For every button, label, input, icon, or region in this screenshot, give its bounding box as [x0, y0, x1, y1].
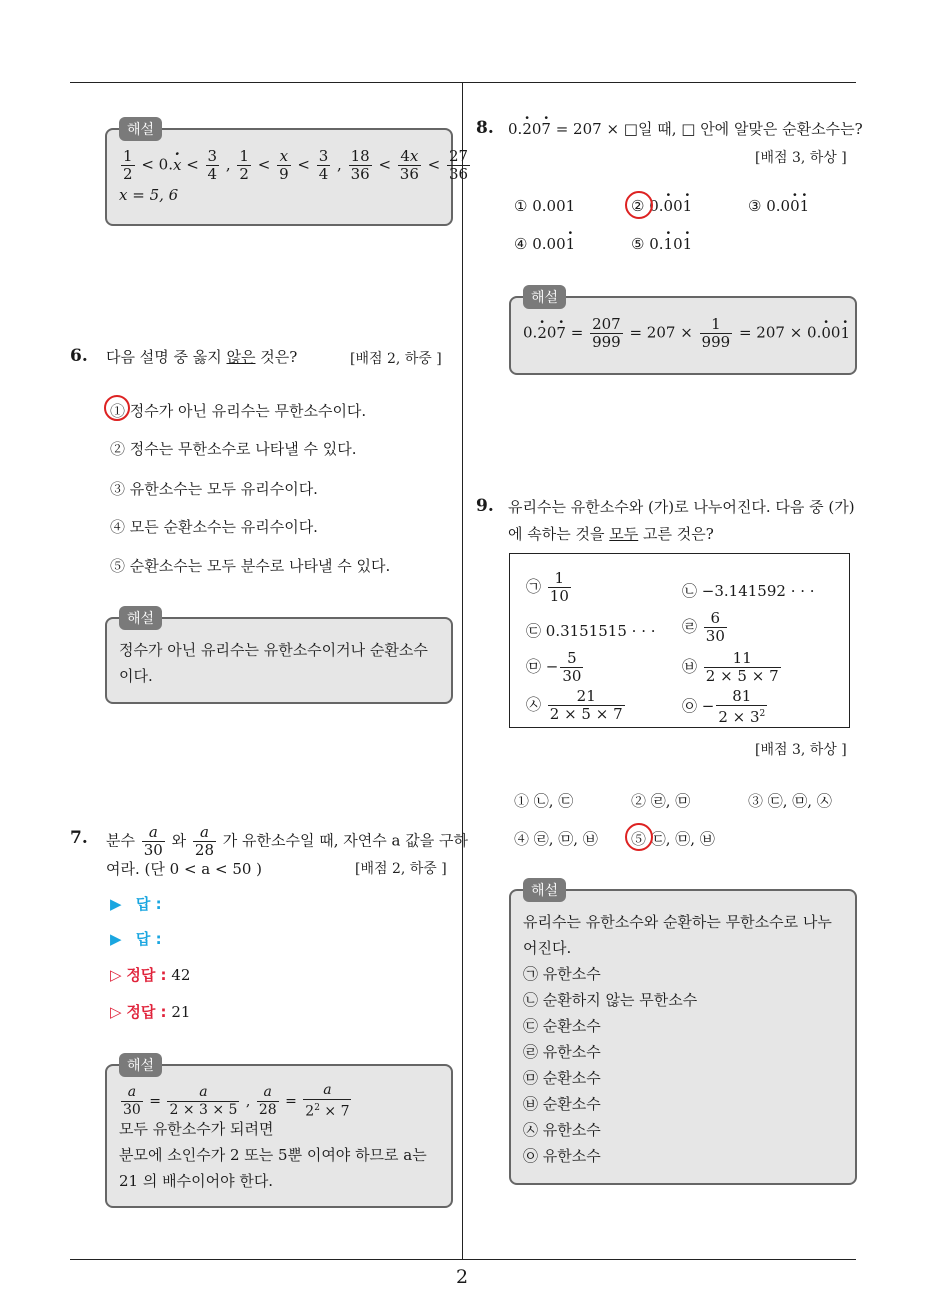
q8-option-2[interactable]: ② 0.· 00· 1	[631, 197, 692, 215]
q6-number: 6.	[70, 346, 88, 366]
q9-explanation-line1: 유리수는 유한소수와 순환하는 무한소수로 나누	[523, 913, 832, 931]
q8-option-3[interactable]: ③ 0.0· 0· 1	[748, 197, 809, 215]
q9-item-b: ㉡ −3.141592 · · ·	[682, 582, 815, 600]
q9-explanation-line2: 어진다.	[523, 939, 572, 957]
q6-option-2[interactable]: ② 정수는 무한소수로 나타낼 수 있다.	[110, 440, 357, 458]
q9-selected-mark	[625, 823, 653, 851]
q8-question: 0.· 20· 7 = 207 × □일 때, □ 안에 알맞은 순환소수는?	[508, 118, 863, 139]
q9-item-g: ㉦ $\frac{21}{2 \times 5 \times 7}$	[526, 687, 623, 723]
q8-points: [배점 3, 하상 ]	[755, 150, 847, 166]
q9-question-line2: 에 속하는 것을 모두 고른 것은?	[508, 525, 714, 543]
q7-question-line2: 여라. (단 0 < a < 50 )	[106, 860, 263, 878]
q7-answer-row-2[interactable]: ▶ 답 :	[110, 930, 162, 948]
q7-question-line1: 분수 $\frac{a}{30}$ 와 $\frac{a}{28}$ 가 유한소수일 때, 자연수 a 값을 구하	[106, 823, 468, 859]
q8-number: 8.	[476, 118, 494, 138]
q9-option-2[interactable]: ② ㉣, ㉤	[631, 792, 691, 810]
q7-explanation-line2: 모두 유한소수가 되려면	[119, 1120, 274, 1138]
q7-correct-row-2: ▷ 정답 : 21	[110, 1003, 191, 1021]
q9-option-3[interactable]: ③ ㉢, ㉤, ㉦	[748, 792, 832, 810]
q6-option-4[interactable]: ④ 모든 순환소수는 유리수이다.	[110, 518, 318, 536]
q7-explanation-line3: 분모에 소인수가 2 또는 5뿐 이여야 하므로 a는	[119, 1146, 427, 1164]
q9-item-c: ㉢ 0.3151515 · · ·	[526, 622, 656, 640]
q9-number: 9.	[476, 496, 494, 516]
explanation-tag: 해설	[523, 285, 566, 309]
q7-correct-row-1: ▷ 정답 : 42	[110, 966, 191, 984]
q9-points: [배점 3, 하상 ]	[755, 742, 847, 758]
q8-option-5[interactable]: ⑤ 0.· 10· 1	[631, 235, 692, 253]
top-rule	[70, 82, 856, 83]
page-number: 2	[456, 1266, 469, 1288]
q6-selected-mark	[104, 395, 130, 421]
q9-item-box	[509, 553, 850, 728]
explanation-tag: 해설	[119, 1053, 162, 1077]
q9-explanation-line6: ㉣ 유한소수	[523, 1043, 601, 1061]
q7-explanation-box	[105, 1058, 453, 1208]
q9-explanation-line4: ㉡ 순환하지 않는 무한소수	[523, 991, 698, 1009]
q7-points: [배점 2, 하중 ]	[355, 861, 447, 877]
q9-explanation-line10: ㉧ 유한소수	[523, 1147, 601, 1165]
q7-answer-row-1[interactable]: ▶ 답 :	[110, 895, 162, 913]
q6-points: [배점 2, 하중 ]	[350, 351, 442, 367]
q5-explanation-inequalities: $\frac{1}{2}$ < 0.· x < $\frac{3}{4}$ , $\frac{1}{2}$ < $\frac{x}{9}$ < $\frac{3}{4}$ , $\frac{18}{36}$ < $\frac{4x}{36}$ < $\frac{27}{36}$	[119, 148, 472, 183]
q6-option-5[interactable]: ⑤ 순환소수는 모두 분수로 나타낼 수 있다.	[110, 557, 391, 575]
q8-option-1[interactable]: ① 0.001	[514, 197, 576, 215]
q8-option-4[interactable]: ④ 0.00· 1	[514, 235, 575, 253]
q5-explanation-answer: x = 5, 6	[119, 186, 179, 204]
explanation-tag: 해설	[523, 878, 566, 902]
q9-question-line1: 유리수는 유한소수와 (가)로 나누어진다. 다음 중 (가)	[508, 498, 855, 516]
q9-explanation-line7: ㉤ 순환소수	[523, 1069, 601, 1087]
q6-explanation-line1: 정수가 아닌 유리수는 유한소수이거나 순환소수	[119, 641, 428, 659]
q6-explanation-line2: 이다.	[119, 667, 153, 685]
q9-item-d: ㉣ $\frac{6}{30}$	[682, 609, 725, 645]
q9-explanation-box	[509, 883, 857, 1185]
q9-item-h: ㉧ − $\frac{81}{2 \times 3^2}$	[682, 687, 766, 726]
q6-option-3[interactable]: ③ 유한소수는 모두 유리수이다.	[110, 480, 318, 498]
hollow-arrow-icon: ▷	[110, 966, 122, 984]
q6-question: 다음 설명 중 옳지 않은 것은?	[106, 348, 298, 366]
q8-selected-mark	[625, 191, 653, 219]
q8-explanation-equation: 0.· 20· 7 = $\frac{207}{999}$ = 207 × $\frac{1}{999}$ = 207 × 0.· 00· 1	[523, 316, 850, 351]
q9-explanation-line3: ㉠ 유한소수	[523, 965, 601, 983]
explanation-tag: 해설	[119, 117, 162, 141]
q8-explanation-box	[509, 290, 857, 375]
column-divider	[462, 82, 463, 1260]
q7-explanation-line4: 21 의 배수이어야 한다.	[119, 1172, 274, 1190]
q6-explanation-box	[105, 611, 453, 704]
explanation-tag: 해설	[119, 606, 162, 630]
hollow-arrow-icon: ▷	[110, 1003, 122, 1021]
q9-item-a: ㉠ $\frac{1}{10}$	[526, 569, 569, 605]
play-arrow-icon: ▶	[110, 930, 122, 948]
q7-explanation-fractions: $\frac{a}{30}$ = $\frac{a}{2 \times 3 \times 5}$ , $\frac{a}{28}$ = $\frac{a}{2^2 \times 7}$	[123, 1082, 350, 1120]
q9-option-4[interactable]: ④ ㉣, ㉤, ㉥	[514, 830, 598, 848]
q9-option-1[interactable]: ① ㉡, ㉢	[514, 792, 574, 810]
q9-item-e: ㉤ − $\frac{5}{30}$	[526, 649, 582, 685]
q9-explanation-line5: ㉢ 순환소수	[523, 1017, 601, 1035]
q9-item-f: ㉥ $\frac{11}{2 \times 5 \times 7}$	[682, 649, 779, 685]
q9-option-5[interactable]: ⑤ ㉢, ㉤, ㉥	[631, 830, 715, 848]
bottom-rule	[70, 1259, 856, 1260]
q5-explanation-box	[105, 122, 469, 226]
q7-number: 7.	[70, 828, 88, 848]
q6-option-1[interactable]: ① 정수가 아닌 유리수는 무한소수이다.	[110, 402, 367, 420]
q9-explanation-line8: ㉥ 순환소수	[523, 1095, 601, 1113]
play-arrow-icon: ▶	[110, 895, 122, 913]
q9-explanation-line9: ㉦ 유한소수	[523, 1121, 601, 1139]
